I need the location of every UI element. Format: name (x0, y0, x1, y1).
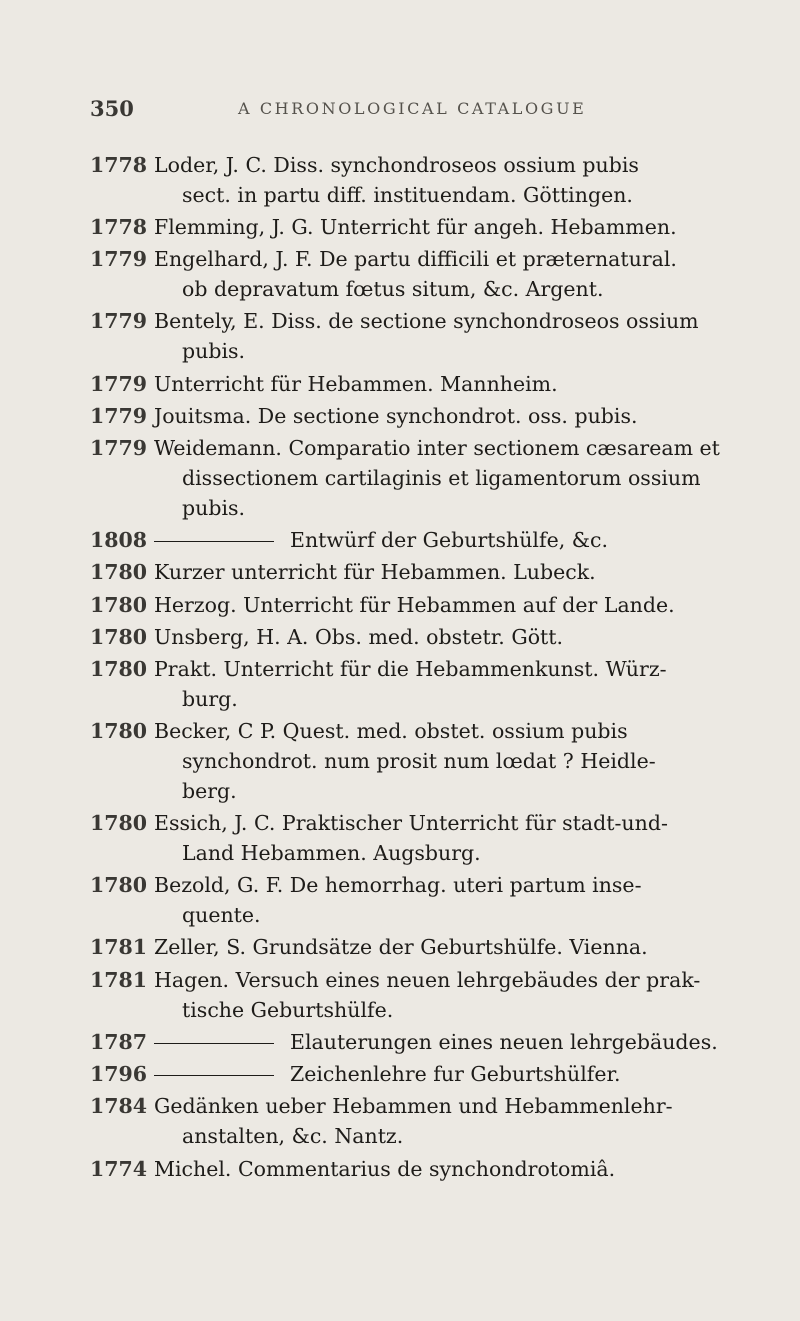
catalogue-entry (90, 402, 780, 432)
entry-year: 1780 (90, 873, 148, 898)
entry-line: Zeller, S. Grundsätze der Geburtshülfe. Vienna. (154, 935, 648, 960)
entry-line: Hagen. Versuch eines neuen lehrgebäudes der prak- (154, 967, 701, 992)
entry-body (154, 402, 780, 432)
entry-line: Engelhard, J. F. De partu difficili et præternatural. (154, 247, 677, 272)
entry-line: Kurzer unterricht für Hebammen. Lubeck. (154, 560, 596, 585)
entry-line: Bentely, E. Diss. de sectione synchondroseos ossium (154, 309, 699, 334)
entry-body (154, 1155, 780, 1185)
entry-body (154, 933, 780, 963)
catalogue-entry-list (90, 151, 780, 1187)
catalogue-entry (90, 1155, 780, 1185)
entry-line: Prakt. Unterricht für die Hebammenkunst. Würz- (154, 657, 667, 682)
entry-line: Flemming, J. G. Unterricht für angeh. Hebammen. (154, 215, 677, 240)
entry-year: 1778 (90, 215, 148, 240)
entry-continuation-line: ob depravatum fœtus situm, &c. Argent. (182, 277, 604, 302)
entry-year: 1780 (90, 624, 148, 649)
entry-line: Entwürf der Geburtshülfe, &c. (290, 528, 608, 553)
ditto-rule (154, 541, 274, 542)
entry-continuation-line: tische Geburtshülfe. (182, 997, 394, 1022)
entry-year: 1774 (90, 1156, 148, 1181)
entry-year: 1784 (90, 1094, 148, 1119)
catalogue-entry (90, 213, 780, 243)
entry-line: Jouitsma. De sectione synchondrot. oss. pubis. (154, 403, 638, 428)
catalogue-entry (90, 245, 780, 305)
catalogue-entry (90, 871, 780, 931)
catalogue-entry (90, 623, 780, 653)
entry-line: Elauterungen eines neuen lehrgebäudes. (290, 1029, 718, 1054)
entry-body (154, 307, 780, 367)
entry-line: Herzog. Unterricht für Hebammen auf der Lande. (154, 592, 675, 617)
entry-body (154, 717, 780, 806)
page-header (90, 96, 770, 126)
entry-body (154, 871, 780, 931)
entry-line: Gedänken ueber Hebammen und Hebammenlehr- (154, 1094, 673, 1119)
entry-continuation-line: berg. (182, 778, 237, 803)
entry-year: 1779 (90, 403, 148, 428)
catalogue-entry (90, 655, 780, 715)
entry-body (154, 526, 780, 556)
entry-continuation-line: burg. (182, 687, 238, 712)
running-head: A CHRONOLOGICAL CATALOGUE (238, 99, 587, 118)
entry-continuation-line: pubis. (182, 339, 246, 364)
entry-year: 1778 (90, 153, 148, 177)
entry-year: 1779 (90, 247, 148, 272)
catalogue-entry (90, 151, 780, 211)
entry-year: 1780 (90, 657, 148, 682)
catalogue-entry (90, 717, 780, 806)
entry-year: 1781 (90, 967, 148, 992)
entry-year: 1780 (90, 560, 148, 585)
entry-year: 1796 (90, 1062, 148, 1087)
entry-body (154, 809, 780, 869)
catalogue-entry (90, 933, 780, 963)
entry-body (154, 434, 780, 523)
entry-line: Unsberg, H. A. Obs. med. obstetr. Gött. (154, 624, 564, 649)
entry-line: Loder, J. C. Diss. synchondroseos ossium pubis (154, 153, 639, 177)
entry-line: Michel. Commentarius de synchondrotomiâ. (154, 1156, 616, 1181)
entry-year: 1780 (90, 811, 148, 836)
catalogue-entry (90, 966, 780, 1026)
entry-body (154, 370, 780, 400)
entry-year: 1781 (90, 935, 148, 960)
catalogue-entry (90, 558, 780, 588)
entry-year: 1787 (90, 1029, 148, 1054)
entry-continuation-line: pubis. (182, 495, 246, 520)
entry-line: Bezold, G. F. De hemorrhag. uteri partum inse- (154, 873, 642, 898)
entry-body (154, 245, 780, 305)
entry-continuation-line: quente. (182, 903, 261, 928)
catalogue-entry (90, 370, 780, 400)
entry-year: 1808 (90, 528, 148, 553)
entry-year: 1780 (90, 719, 148, 744)
entry-continuation-line: Land Hebammen. Augsburg. (182, 841, 481, 866)
catalogue-entry (90, 591, 780, 621)
page-number: 350 (90, 96, 134, 121)
entry-continuation-line: synchondrot. num prosit num lœdat ? Heidle- (182, 749, 656, 774)
entry-year: 1779 (90, 371, 148, 396)
entry-line: Essich, J. C. Praktischer Unterricht für stadt-und- (154, 811, 668, 836)
entry-continuation-line: dissectionem cartilaginis et ligamentorum ossium (182, 465, 701, 490)
entry-body (154, 558, 780, 588)
ditto-rule (154, 1075, 274, 1076)
entry-year: 1779 (90, 309, 148, 334)
entry-year: 1780 (90, 592, 148, 617)
entry-body (154, 1060, 780, 1090)
entry-body (154, 1028, 780, 1058)
ditto-rule (154, 1043, 274, 1044)
entry-line: Unterricht für Hebammen. Mannheim. (154, 371, 558, 396)
catalogue-entry (90, 307, 780, 367)
entry-body (154, 623, 780, 653)
entry-body (154, 966, 780, 1026)
catalogue-entry (90, 809, 780, 869)
entry-continuation-line: sect. in partu diff. instituendam. Göttingen. (182, 182, 633, 207)
entry-body (154, 213, 780, 243)
entry-body (154, 591, 780, 621)
entry-body (154, 151, 780, 211)
entry-line: Becker, C P. Quest. med. obstet. ossium pubis (154, 719, 628, 744)
entry-body (154, 1092, 780, 1152)
catalogue-entry (90, 1028, 780, 1058)
catalogue-entry (90, 434, 780, 523)
entry-continuation-line: anstalten, &c. Nantz. (182, 1124, 404, 1149)
entry-body (154, 655, 780, 715)
entry-year: 1779 (90, 436, 148, 461)
catalogue-entry (90, 1060, 780, 1090)
entry-line: Zeichenlehre fur Geburtshülfer. (290, 1062, 621, 1087)
catalogue-entry (90, 526, 780, 556)
entry-line: Weidemann. Comparatio inter sectionem cæsaream et (154, 436, 720, 461)
catalogue-entry (90, 1092, 780, 1152)
